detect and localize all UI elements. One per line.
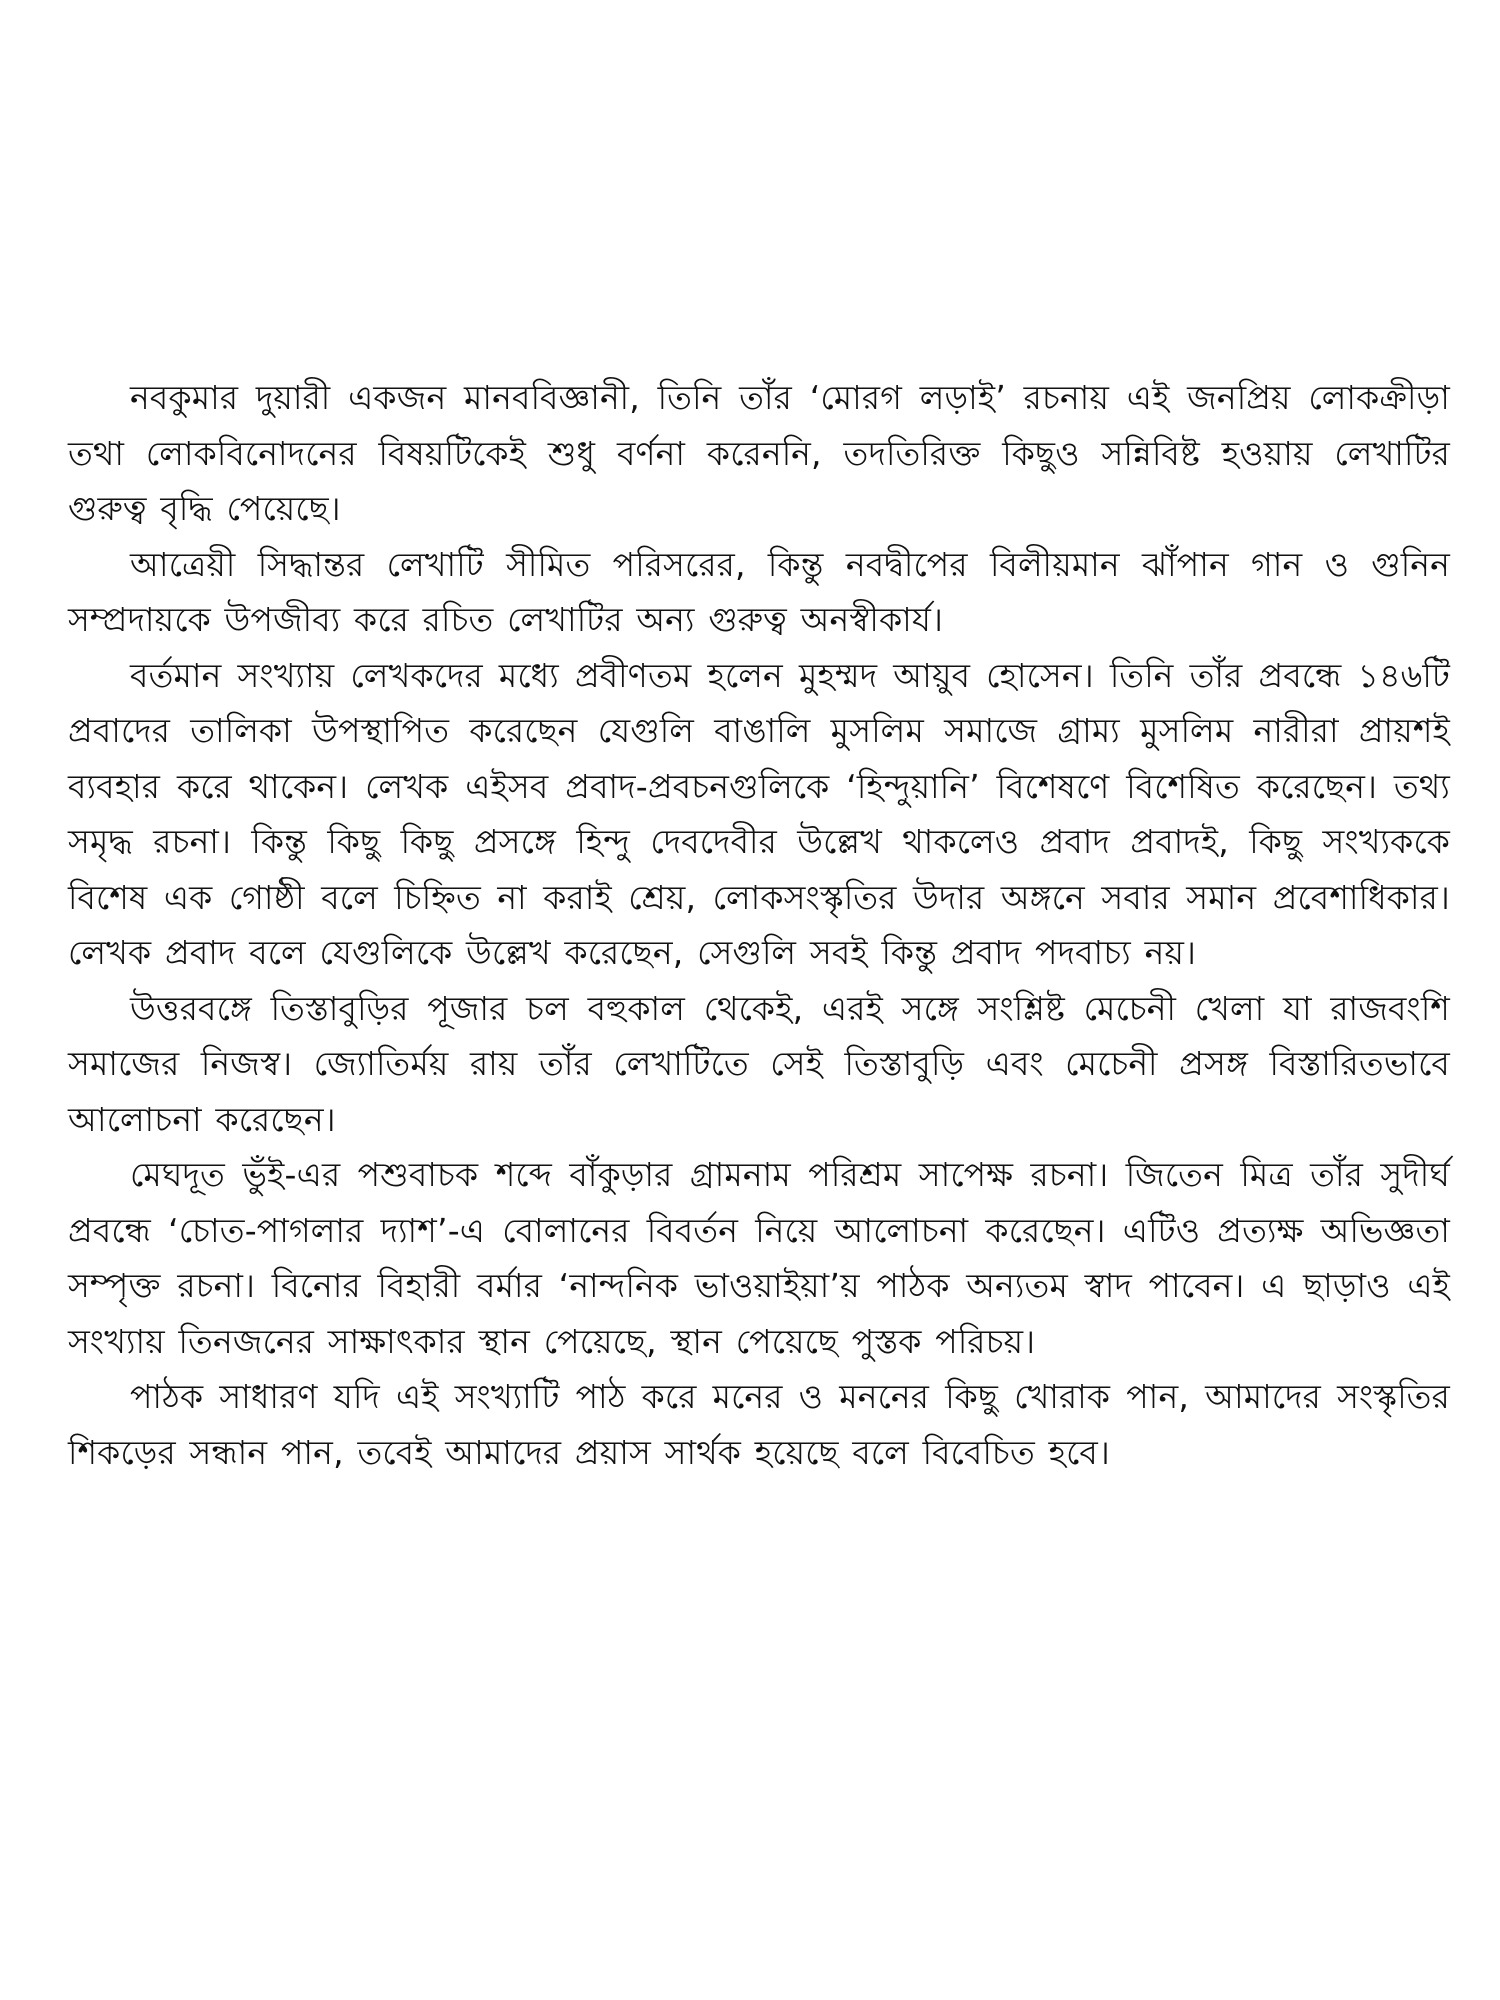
paragraph-3: বর্তমান সংখ্যায় লেখকদের মধ্যে প্রবীণতম হলেন মুহম্মদ আয়ুব হোসেন। তিনি তাঁর প্রবন্ধে ১৪৬টি প্রবাদের তালিকা উপস্থাপিত করেছেন যেগুলি বাঙালি মুসলিম সমাজে গ্রাম্য মুসলিম নারীরা প্রায়শই ব্যবহার করে থাকেন। লেখক এইসব প্রবাদ-প্রবচনগুলিকে ‘হিন্দুয়ানি’ বিশেষণে বিশেষিত করেছেন। তথ্য সমৃদ্ধ রচনা। কিন্তু কিছু কিছু প্রসঙ্গে হিন্দু দেবদেবীর উল্লেখ থাকলেও প্রবাদ প্রবাদই, কিছু সংখ্যককে বিশেষ এক গোষ্ঠী বলে চিহ্নিত না করাই শ্রেয়, লোকসংস্কৃতির উদার অঙ্গনে সবার সমান প্রবেশাধিকার। লেখক প্রবাদ বলে যেগুলিকে উল্লেখ করেছেন, সেগুলি সবই কিন্তু প্রবাদ পদবাচ্য নয়। [68,655,1450,972]
body-text [68,370,1450,1480]
paragraph-1: নবকুমার দুয়ারী একজন মানববিজ্ঞানী, তিনি তাঁর ‘মোরগ লড়াই’ রচনায় এই জনপ্রিয় লোকক্রীড়া তথা লোকবিনোদনের বিষয়টিকেই শুধু বর্ণনা করেননি, তদতিরিক্ত কিছুও সন্নিবিষ্ট হওয়ায় লেখাটির গুরুত্ব বৃদ্ধি পেয়েছে। [68,378,1450,528]
paragraph-4: উত্তরবঙ্গে তিস্তাবুড়ির পূজার চল বহুকাল থেকেই, এরই সঙ্গে সংশ্লিষ্ট মেচেনী খেলা যা রাজবংশি সমাজের নিজস্ব। জ্যোতির্ময় রায় তাঁর লেখাটিতে সেই তিস্তাবুড়ি এবং মেচেনী প্রসঙ্গ বিস্তারিতভাবে আলোচনা করেছেন। [68,988,1450,1139]
paragraph-2: আত্রেয়ী সিদ্ধান্তর লেখাটি সীমিত পরিসরের, কিন্তু নবদ্বীপের বিলীয়মান ঝাঁপান গান ও গুনিন সম্প্রদায়কে উপজীব্য করে রচিত লেখাটির অন্য গুরুত্ব অনস্বীকার্য। [68,544,1450,639]
paragraph-5: মেঘদূত ভুঁই-এর পশুবাচক শব্দে বাঁকুড়ার গ্রামনাম পরিশ্রম সাপেক্ষ রচনা। জিতেন মিত্র তাঁর সুদীর্ঘ প্রবন্ধে ‘চোত-পাগলার দ্যাশ’-এ বোলানের বিবর্তন নিয়ে আলোচনা করেছেন। এটিও প্রত্যক্ষ অভিজ্ঞতা সম্পৃক্ত রচনা। বিনোর বিহারী বর্মার ‘নান্দনিক ভাওয়াইয়া’য় পাঠক অন্যতম স্বাদ পাবেন। এ ছাড়াও এই সংখ্যায় তিনজনের সাক্ষাৎকার স্থান পেয়েছে, স্থান পেয়েছে পুস্তক পরিচয়। [68,1155,1450,1361]
paragraph-6: পাঠক সাধারণ যদি এই সংখ্যাটি পাঠ করে মনের ও মননের কিছু খোরাক পান, আমাদের সংস্কৃতির শিকড়ের সন্ধান পান, তবেই আমাদের প্রয়াস সার্থক হয়েছে বলে বিবেচিত হবে। [68,1377,1450,1472]
